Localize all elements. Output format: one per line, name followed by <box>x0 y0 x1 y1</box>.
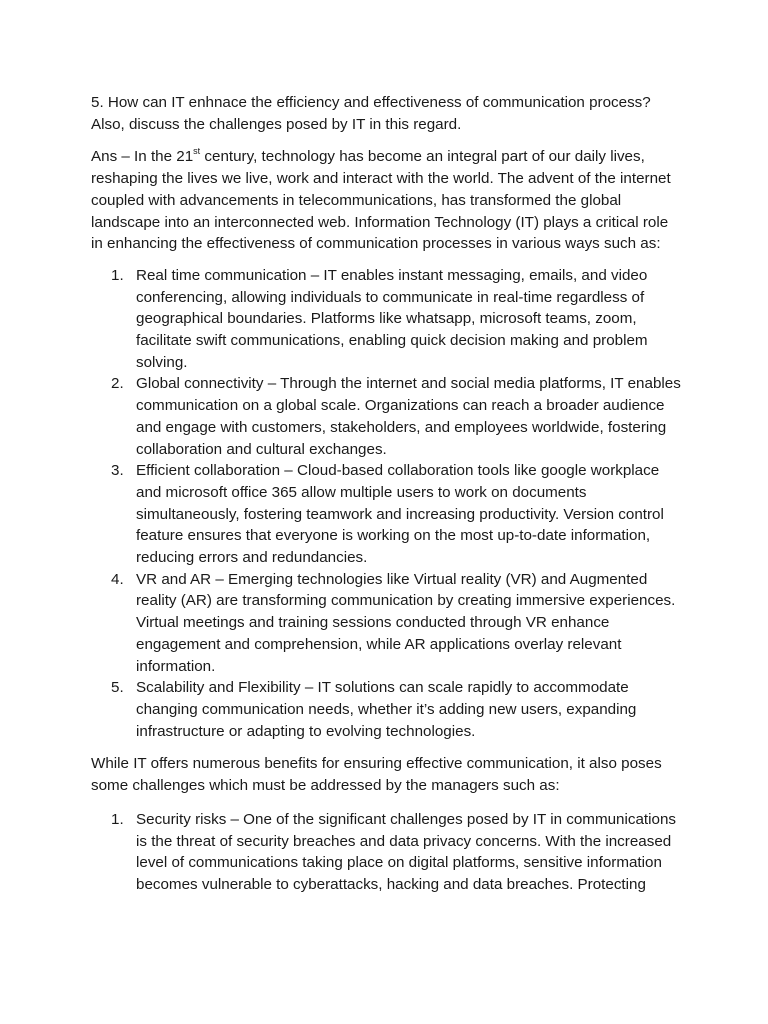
answer-prefix: Ans – In the 21 <box>91 148 194 166</box>
question-line-2: Also, discuss the challenges posed by IT in this regard. <box>91 115 462 133</box>
list-item-number: 4. <box>111 570 124 588</box>
answer-superscript: st <box>193 146 201 157</box>
list-item-text: Real time communication – IT enables instant messaging, emails, and video conferencing, allowing individuals to communicate in real-time regardless of geographical boundaries. Platforms like whatsapp, microsoft teams, zoom, facilitate swift communications, enabling quick decision making and problem solving. <box>136 266 648 371</box>
challenges-intro-paragraph: While IT offers numerous benefits for ensuring effective communication, it also poses some challenges which must be addressed by the managers such as: <box>91 755 662 795</box>
list-item <box>91 460 681 569</box>
list-item <box>91 569 681 678</box>
document-body <box>91 92 681 896</box>
list-item-number: 1. <box>111 266 124 284</box>
list-item-text: Scalability and Flexibility – IT solutions can scale rapidly to accommodate changing communication needs, whether it’s adding new users, expanding infrastructure or adapting to evolving technologies. <box>136 679 637 740</box>
list-item-number: 5. <box>111 679 124 697</box>
list-item <box>91 373 681 460</box>
list-item <box>91 809 681 896</box>
answer-intro-paragraph <box>91 146 681 255</box>
question-heading <box>91 92 681 135</box>
list-item <box>91 677 681 742</box>
list-item-number: 3. <box>111 462 124 480</box>
list-item-text: VR and AR – Emerging technologies like Virtual reality (VR) and Augmented reality (AR) are transforming communication by creating immersive experiences. Virtual meetings and training sessions conducted through VR enhance engagement and comprehension, while AR applications overlay relevant information. <box>136 570 676 675</box>
challenges-list <box>91 809 681 896</box>
list-item-number: 2. <box>111 375 124 393</box>
list-item <box>91 265 681 374</box>
list-item-text: Efficient collaboration – Cloud-based collaboration tools like google workplace and microsoft office 365 allow multiple users to work on documents simultaneously, fostering teamwork and increasing productivity. Version control feature ensures that everyone is working on the most up-to-date information, reducing errors and redundancies. <box>136 462 664 567</box>
question-line-1: 5. How can IT enhnace the efficiency and effectiveness of communication process? <box>91 94 651 111</box>
list-item-text: Security risks – One of the significant challenges posed by IT in communications is the threat of security breaches and data privacy concerns. With the increased level of communications taking place on digital platforms, sensitive information becomes vulnerable to cyberattacks, hacking and data breaches. Protecting <box>136 810 676 893</box>
benefits-list <box>91 265 681 742</box>
list-item-number: 1. <box>111 810 124 828</box>
answer-rest: century, technology has become an integral part of our daily lives, reshaping the lives we live, work and interact with the world. The advent of the internet coupled with advancements in telecommunications, has transformed the global landscape into an interconnected web. Information Technology (IT) plays a critical role in enhancing the effectiveness of communication processes in various ways such as: <box>91 148 671 253</box>
list-item-text: Global connectivity – Through the internet and social media platforms, IT enables communication on a global scale. Organizations can reach a broader audience and engage with customers, stakeholders, and employees worldwide, fostering collaboration and cultural exchanges. <box>136 375 681 458</box>
